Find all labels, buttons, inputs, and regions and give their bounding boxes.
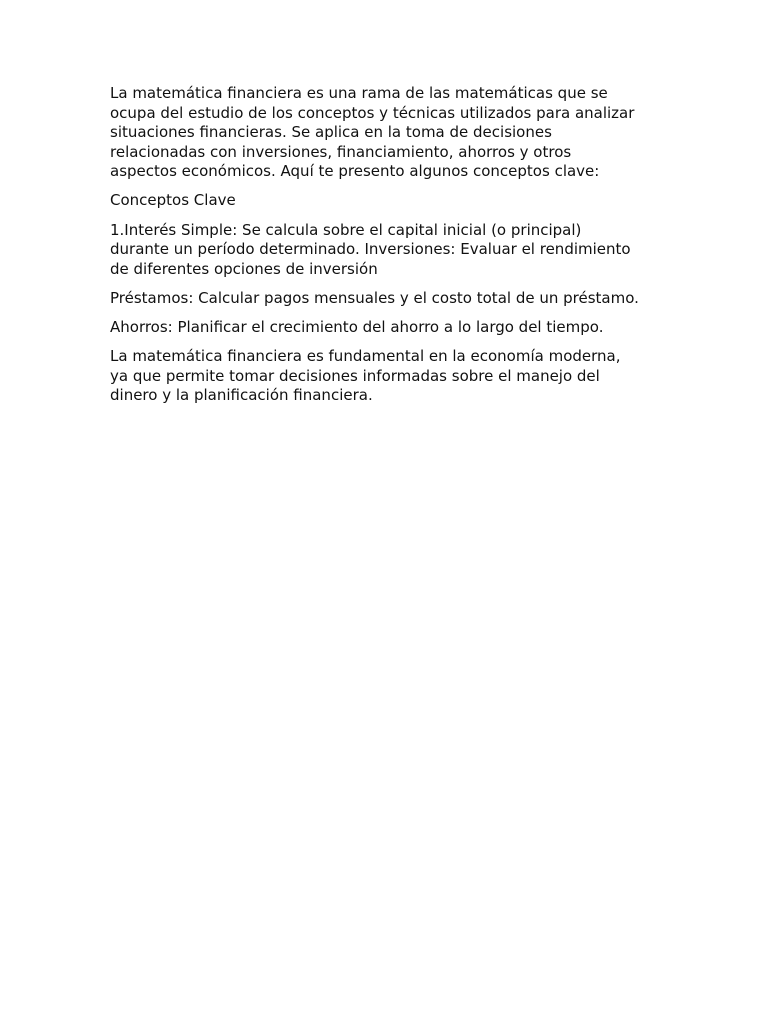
text-line: ya que permite tomar decisiones informadas sobre el manejo del [110,366,600,385]
text-line: Ahorros: Planificar el crecimiento del ahorro a lo largo del tiempo. [110,317,604,336]
text-line: dinero y la planificación financiera. [110,386,373,405]
loans-paragraph [110,289,670,309]
text-line: durante un período determinado. Inversiones: Evaluar el rendimiento [110,240,631,259]
text-line: 1.Interés Simple: Se calcula sobre el capital inicial (o principal) [110,220,582,239]
text-line: La matemática financiera es fundamental en la economía moderna, [110,347,621,366]
text-line: ocupa del estudio de los conceptos y técnicas utilizados para analizar [110,103,635,122]
intro-paragraph [110,84,670,182]
text-line: relacionadas con inversiones, financiamiento, ahorros y otros [110,142,572,161]
text-line: Conceptos Clave [110,191,236,210]
conclusion-paragraph [110,347,670,406]
section-heading [110,191,670,211]
document-body [110,84,670,415]
text-line: de diferentes opciones de inversión [110,259,378,278]
text-line: situaciones financieras. Se aplica en la toma de decisiones [110,123,552,142]
text-line: Préstamos: Calcular pagos mensuales y el costo total de un préstamo. [110,288,639,307]
text-line: aspectos económicos. Aquí te presento algunos conceptos clave: [110,162,600,181]
text-line: La matemática financiera es una rama de las matemáticas que se [110,84,608,102]
simple-interest-paragraph [110,221,670,280]
savings-paragraph [110,318,670,338]
